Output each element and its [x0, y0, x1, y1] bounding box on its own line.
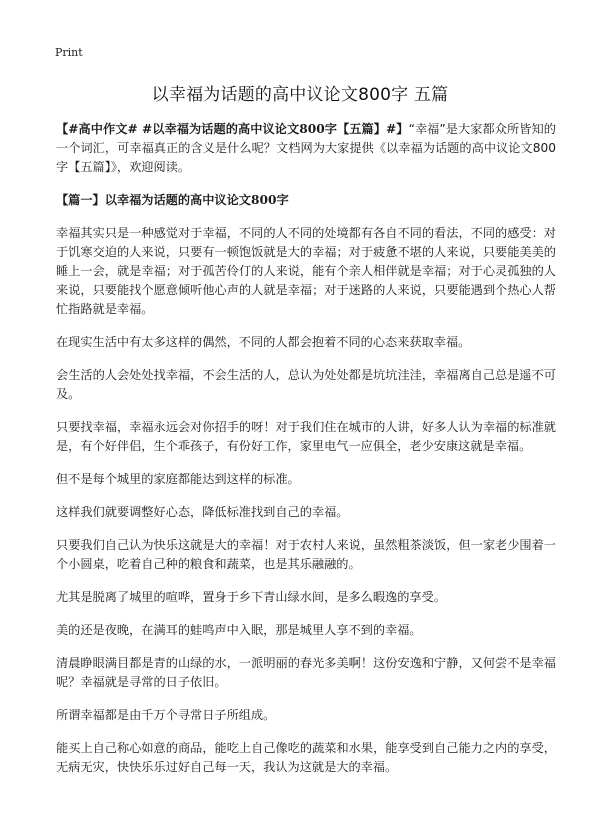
- article-body: [56, 120, 556, 791]
- paragraph: 在现实生活中有太多这样的偶然，不同的人都会抱着不同的心态来获取幸福。: [56, 335, 471, 349]
- intro-tag-line: 【#高中作文# #以幸福为话题的高中议论文800字【五篇】#】: [56, 122, 409, 136]
- intro-text: “幸福”是大家都众所皆知的一个词汇，可幸福真正的含义是什么呢？文档网为大家提供《以幸福为话题的高中议论文800字【五篇】》，欢迎阅读。: [56, 122, 556, 174]
- print-link[interactable]: Print: [55, 46, 83, 59]
- paragraph: 只要我们自己认为快乐这就是大的幸福！对于农村人来说，虽然粗茶淡饭，但一家老少围着一个小圆桌，吃着自己种的粮食和蔬菜，也是其乐融融的。: [56, 538, 556, 571]
- intro-paragraph: [56, 120, 556, 177]
- paragraph: 只要找幸福，幸福永远会对你招手的呀！对于我们住在城市的人讲，好多人认为幸福的标准就是，有个好伴侣，生个乖孩子，有份好工作，家里电气一应俱全，老少安康这就是幸福。: [56, 420, 556, 453]
- paragraph: 但不是每个城里的家庭都能达到这样的标准。: [56, 472, 300, 486]
- paragraph: 清晨睁眼满目都是青的山绿的水，一派明丽的春光多美啊！这份安逸和宁静，又何尝不是幸福呢？幸福就是寻常的日子依旧。: [56, 656, 556, 689]
- paragraph: 这样我们就要调整好心态，降低标准找到自己的幸福。: [56, 505, 349, 519]
- paragraph: 美的还是夜晚，在满耳的蛙鸣声中入眠，那是城里人享不到的幸福。: [56, 623, 422, 637]
- page-title: 以幸福为话题的高中议论文800字 五篇: [151, 85, 449, 105]
- paragraph: 幸福其实只是一种感觉对于幸福，不同的人不同的处境都有各自不同的看法，不同的感受：对于饥寒交迫的人来说，只要有一顿饱饭就是大的幸福；对于疲惫不堪的人来说，只要能美美的睡上一会，就是幸福；对于孤苦伶仃的人来说，能有个亲人相伴就是幸福；对于心灵孤独的人来说，只要能找个愿意倾听他心声的人就是幸福；对于迷路的人来说，只要能遇到个热心人帮忙指路就是幸福。: [56, 226, 556, 316]
- paragraph: 会生活的人会处处找幸福，不会生活的人，总认为处处都是坑坑洼洼，幸福离自己总是遥不可及。: [56, 368, 556, 401]
- section-heading: 【篇一】以幸福为话题的高中议论文800字: [56, 193, 289, 207]
- paragraph: 所谓幸福都是由千万个寻常日子所组成。: [56, 708, 276, 722]
- paragraph: 能买上自己称心如意的商品，能吃上自己像吃的蔬菜和水果，能享受到自己能力之内的享受，无病无灾，快快乐乐过好自己每一天，我认为这就是大的幸福。: [56, 741, 556, 774]
- paragraph: 尤其是脱离了城里的喧哗，置身于乡下青山绿水间，是多么暇逸的享受。: [56, 590, 446, 604]
